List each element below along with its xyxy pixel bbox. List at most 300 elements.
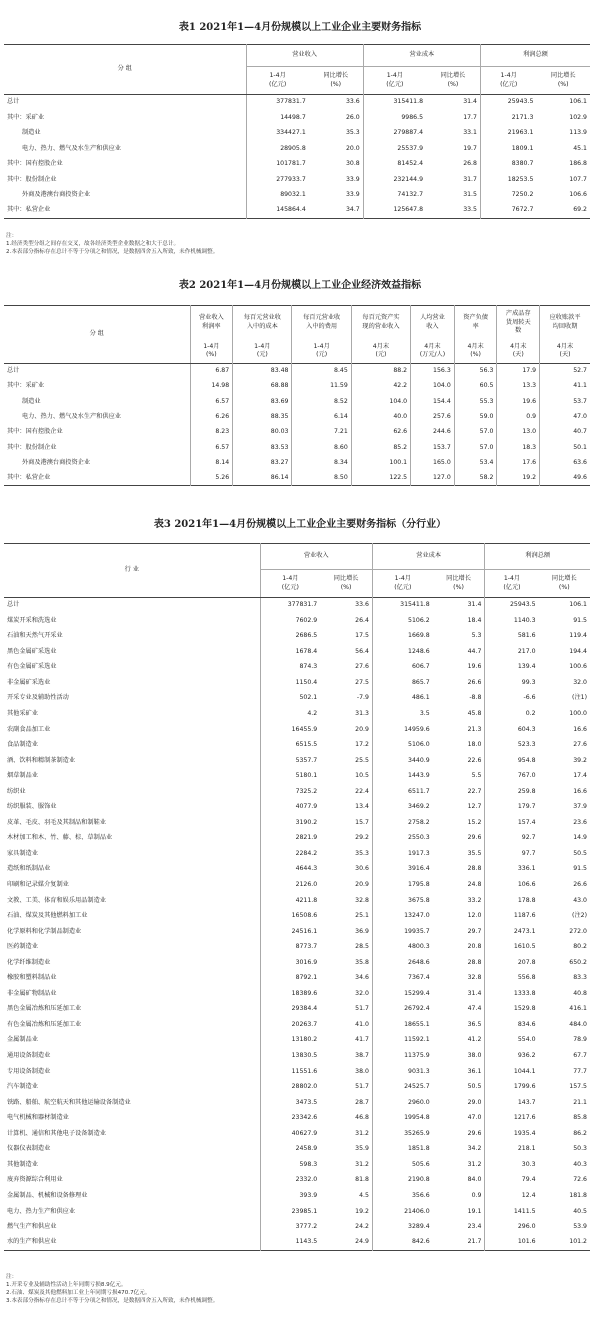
t3-cell: 31.4 (467, 989, 482, 997)
t3-cell: 31.2 (355, 1129, 369, 1137)
t3-row-label: 废弃资源综合利用业 (7, 1176, 63, 1184)
t3-cell: 1795.8 (372, 877, 432, 893)
t1-row-label: 其中：股份制企业 (7, 175, 57, 183)
t3-cell: 28802.0 (260, 1079, 320, 1095)
t3-cell: 2284.2 (260, 846, 320, 862)
t1-cell: 102.9 (569, 113, 587, 121)
t3-row-label: 石油和天然气开采业 (7, 632, 63, 640)
t3-cell: 502.1 (260, 691, 320, 707)
t3-cell: 505.6 (372, 1157, 432, 1173)
t3-cell: 35.3 (355, 849, 369, 857)
t3-cell: 12.7 (467, 803, 482, 811)
t1-cell: 30.8 (345, 160, 360, 168)
t3-cell: 157.4 (485, 815, 539, 831)
t3-cell: 18.4 (467, 616, 482, 624)
t3-cell: 31.2 (355, 1160, 369, 1168)
t3-note-line: 注： (6, 1274, 18, 1280)
t3-unit-header: 1-4月 (亿元) (372, 570, 432, 598)
t3-cell: 842.6 (372, 1235, 432, 1251)
t2-row-label: 其中：国有控股企业 (7, 428, 63, 436)
t2-cell: 50.1 (540, 440, 590, 455)
t1-cell: 33.9 (345, 191, 360, 199)
t3-cell: 41.2 (467, 1036, 482, 1044)
t1-cell: 31.4 (463, 98, 477, 106)
t3-cell: 30.6 (355, 865, 369, 873)
t3-cell: 28.8 (467, 865, 482, 873)
t1-cell: 145864.4 (246, 203, 309, 219)
t3-cell: 336.1 (485, 862, 539, 878)
table1-col-category: 分 组 (4, 45, 246, 95)
t1-cell: 81452.4 (363, 157, 426, 173)
t3-cell: 32.8 (355, 896, 369, 904)
t3-cell: 2960.0 (372, 1095, 432, 1111)
t3-cell: 4077.9 (260, 800, 320, 816)
t3-row-label: 开采专业及辅助性活动 (7, 694, 69, 702)
t3-cell: -7.9 (356, 694, 369, 702)
t3-row-label: 印刷和记录媒介复制业 (7, 881, 69, 889)
t3-cell: 20.8 (467, 943, 482, 951)
t3-row (4, 893, 590, 909)
t1-row-label: 其中：采矿业 (7, 113, 45, 121)
t3-cell: 17.4 (573, 772, 587, 780)
t3-row (4, 753, 590, 769)
t2-cell: 6.57 (190, 440, 233, 455)
t2-column-header: 每百元资产实 现的营业收入 (351, 306, 410, 340)
t3-cell: 45.8 (467, 710, 482, 717)
table3 (4, 543, 590, 1251)
t3-cell: 179.7 (485, 800, 539, 816)
t1-cell: 125647.8 (363, 203, 426, 219)
t3-cell: 25.1 (355, 912, 369, 920)
t3-row (4, 1126, 590, 1142)
t3-cell: 36.9 (355, 927, 369, 935)
t3-cell: 24.8 (467, 881, 482, 889)
t1-cell: 186.8 (569, 160, 587, 168)
t2-cell: 40.7 (540, 425, 590, 440)
t3-cell: -6.6 (485, 691, 539, 707)
t3-cell: 22.6 (467, 756, 482, 764)
t3-row-label: 其他制造业 (7, 1160, 38, 1168)
t2-cell: 17.6 (497, 455, 540, 470)
t2-cell: 57.0 (454, 425, 497, 440)
t3-row-label: 化学纤维制造业 (7, 958, 51, 966)
t3-row-label: 金属制品、机械和设备修理业 (7, 1191, 88, 1199)
t2-cell: 68.88 (233, 379, 292, 394)
t1-cell: 74132.7 (363, 188, 426, 204)
t2-row-label: 其中：私营企业 (7, 473, 51, 481)
t3-cell: 16.6 (573, 725, 587, 733)
t3-cell: 8773.7 (260, 940, 320, 956)
t2-cell: 0.9 (497, 409, 540, 424)
t3-cell: 15299.4 (372, 986, 432, 1002)
t2-cell: 8.60 (292, 440, 351, 455)
t3-cell: 2648.6 (372, 955, 432, 971)
t2-unit-header: 4月末 (万元/人) (411, 340, 455, 364)
t3-cell: 16455.9 (260, 722, 320, 738)
t3-cell: 37.9 (573, 803, 587, 811)
t2-row-label: 电力、热力、燃气及水生产和供应业 (22, 412, 121, 420)
t3-cell: 606.7 (372, 660, 432, 676)
t3-cell: 3469.2 (372, 800, 432, 816)
t3-row-label: 食品制造业 (7, 741, 38, 749)
t2-row-label: 外商及港澳台商投资企业 (22, 458, 91, 466)
table1-group-header: 利润总额 (480, 45, 590, 67)
t3-row (4, 877, 590, 893)
t3-cell: 207.8 (485, 955, 539, 971)
t3-row (4, 971, 590, 987)
t2-column-header: 每百元营业收 入中的费用 (292, 306, 351, 340)
t3-row (4, 1219, 590, 1235)
t3-cell: 21.3 (467, 725, 482, 733)
t3-row-label: 计算机、通信和其他电子设备制造业 (7, 1129, 106, 1137)
t3-cell: 554.0 (485, 1033, 539, 1049)
t3-cell: 194.4 (569, 647, 587, 655)
t3-cell: 18389.6 (260, 986, 320, 1002)
t3-cell: 80.2 (573, 943, 587, 951)
t3-cell: 106.1 (569, 601, 587, 609)
t3-cell: 650.2 (569, 958, 587, 966)
t3-cell: 2332.0 (260, 1173, 320, 1189)
t3-cell: 86.2 (573, 1129, 587, 1137)
t3-row-label: 烟草制品业 (7, 772, 38, 780)
t3-row (4, 815, 590, 831)
t3-row-label: 燃气生产和供应业 (7, 1223, 57, 1231)
t3-cell: 143.7 (485, 1095, 539, 1111)
t3-cell: 4211.8 (260, 893, 320, 909)
t3-cell: 1333.8 (485, 986, 539, 1002)
t3-row-label: 酒、饮料和精制茶制造业 (7, 756, 76, 764)
t1-row (4, 95, 590, 111)
t3-cell: 53.9 (573, 1223, 587, 1231)
t3-row (4, 924, 590, 940)
t3-cell: 77.7 (573, 1067, 587, 1075)
t3-cell: 51.7 (355, 1083, 369, 1091)
t3-cell: 181.8 (569, 1191, 587, 1199)
t3-cell: 85.8 (573, 1114, 587, 1122)
t3-row-label: 电力、热力生产和供应业 (7, 1207, 76, 1215)
t2-row-label: 总计 (7, 367, 20, 375)
t3-cell: 91.5 (573, 865, 587, 873)
t3-cell: 356.6 (372, 1188, 432, 1204)
t2-cell: 165.0 (411, 455, 455, 470)
t3-cell: 41.0 (355, 1020, 369, 1028)
t3-row-label: 通用设备制造业 (7, 1052, 51, 1060)
t1-cell: 107.7 (569, 175, 587, 183)
t3-cell: 27.6 (355, 663, 369, 671)
t3-cell: 139.4 (485, 660, 539, 676)
t3-row (4, 644, 590, 660)
t3-cell: 3.5 (372, 706, 432, 722)
t3-row-label: 煤炭开采和洗选业 (7, 616, 57, 624)
t1-cell: 21963.1 (480, 126, 536, 142)
t3-row (4, 706, 590, 722)
t3-cell: 13247.0 (372, 908, 432, 924)
t1-row-label: 电力、热力、燃气及水生产和供应业 (22, 144, 121, 152)
t3-cell: 78.9 (573, 1036, 587, 1044)
t1-cell: 20.0 (345, 144, 360, 152)
t2-cell: 83.27 (233, 455, 292, 470)
t3-unit-header: 1-4月 (亿元) (260, 570, 320, 598)
t2-row-label: 其中：股份制企业 (7, 443, 57, 451)
t3-cell: 35.9 (355, 1145, 369, 1153)
t1-cell: 26.0 (345, 113, 360, 121)
t1-unit-header: 1-4月 (亿元) (480, 67, 536, 95)
t2-row (4, 440, 590, 455)
t3-cell: 16508.6 (260, 908, 320, 924)
t1-cell: 7672.7 (480, 203, 536, 219)
t3-cell: 23985.1 (260, 1204, 320, 1220)
t2-cell: 244.6 (411, 425, 455, 440)
t2-unit-header: 1-4月 (元) (292, 340, 351, 364)
table3-col-category: 行 业 (4, 544, 260, 598)
t3-cell: 5106.0 (372, 737, 432, 753)
t1-cell: 33.6 (345, 98, 360, 106)
t3-row (4, 1188, 590, 1204)
t1-cell: 33.9 (345, 175, 360, 183)
t3-cell: 46.8 (355, 1114, 369, 1122)
t3-row (4, 1033, 590, 1049)
t3-cell: 29.7 (467, 927, 482, 935)
t3-cell: 5106.2 (372, 613, 432, 629)
t3-cell: 2550.3 (372, 831, 432, 847)
t3-row (4, 1111, 590, 1127)
t3-cell: 72.6 (573, 1176, 587, 1184)
t3-cell: 1935.4 (485, 1126, 539, 1142)
t3-cell: 4800.3 (372, 940, 432, 956)
t3-note-line: 2.石油、煤炭及其他燃料加工业上年同期亏损470.7亿元。 (6, 1290, 151, 1297)
t1-row (4, 172, 590, 188)
t3-cell: 218.1 (485, 1142, 539, 1158)
t2-row-label: 其中：采矿业 (7, 382, 45, 390)
t1-cell: 89032.1 (246, 188, 309, 204)
t1-cell: 377831.7 (246, 95, 309, 111)
t3-cell: 97.7 (485, 846, 539, 862)
t3-row-label: 黑色金属冶炼和压延加工业 (7, 1005, 82, 1013)
t2-cell: 8.52 (292, 394, 351, 409)
t3-cell: 1917.3 (372, 846, 432, 862)
t3-cell: 38.0 (467, 1052, 482, 1060)
t3-cell: 22.7 (467, 787, 482, 795)
t3-row (4, 846, 590, 862)
t3-cell: 1187.6 (485, 908, 539, 924)
t2-row (4, 394, 590, 409)
t3-cell: 13180.2 (260, 1033, 320, 1049)
t1-cell: 7250.2 (480, 188, 536, 204)
t2-cell: 88.2 (351, 364, 410, 379)
t1-cell: 31.5 (463, 191, 477, 199)
t3-cell: 28.8 (467, 958, 482, 966)
t3-cell: 1669.8 (372, 629, 432, 645)
t3-cell: 32.8 (467, 974, 482, 982)
t3-row-label: 造纸和纸制品业 (7, 865, 51, 873)
t3-cell: 38.7 (355, 1052, 369, 1060)
t3-cell: 91.5 (573, 616, 587, 624)
t2-column-header: 每百元营业收 入中的成本 (233, 306, 292, 340)
table3-group-header: 利润总额 (485, 544, 590, 570)
t1-cell: 113.9 (569, 129, 587, 137)
t3-cell: 0.2 (485, 706, 539, 722)
t3-cell: 23342.6 (260, 1111, 320, 1127)
t3-row (4, 1017, 590, 1033)
t2-cell: 53.4 (454, 455, 497, 470)
t2-cell: 88.35 (233, 409, 292, 424)
t2-cell: 62.6 (351, 425, 410, 440)
t1-cell: 26.8 (463, 160, 477, 168)
t3-cell: 954.8 (485, 753, 539, 769)
t3-unit-header: 同比增长 (%) (551, 575, 577, 591)
t3-cell: 598.3 (260, 1157, 320, 1173)
t3-cell: 16.6 (573, 787, 587, 795)
t3-cell: 100.6 (569, 663, 587, 671)
t3-row (4, 1235, 590, 1251)
t3-cell: 33.2 (467, 896, 482, 904)
t1-cell: 35.3 (345, 129, 360, 137)
t3-row-label: 专用设备制造业 (7, 1067, 51, 1075)
t3-cell: (注1) (572, 694, 587, 702)
t3-row-label: 汽车制造业 (7, 1083, 38, 1091)
t3-cell: 865.7 (372, 675, 432, 691)
t1-cell: 2171.3 (480, 110, 536, 126)
t1-cell: 101781.7 (246, 157, 309, 173)
t3-cell: 18.0 (467, 741, 482, 749)
t3-cell: 24.2 (355, 1223, 369, 1231)
t3-row (4, 1173, 590, 1189)
t3-row-label: 石油、煤炭及其他燃料加工业 (7, 912, 88, 920)
t3-cell: 30.3 (485, 1157, 539, 1173)
t3-cell: 14.9 (573, 834, 587, 842)
t3-cell: 24.9 (355, 1238, 369, 1246)
t3-cell: 178.8 (485, 893, 539, 909)
t3-cell: 33.6 (355, 601, 369, 609)
t3-cell: 315411.8 (372, 598, 432, 614)
t3-cell: 2190.8 (372, 1173, 432, 1189)
t2-cell: 127.0 (411, 471, 455, 486)
t1-cell: 33.1 (463, 129, 477, 137)
t3-cell: 29.2 (355, 834, 369, 842)
t2-cell: 156.3 (411, 364, 455, 379)
t2-cell: 56.3 (454, 364, 497, 379)
t3-cell: 17.2 (355, 741, 369, 749)
t3-cell: 40627.9 (260, 1126, 320, 1142)
t2-cell: 14.98 (190, 379, 233, 394)
t3-cell: 5180.1 (260, 769, 320, 785)
t3-cell: 1248.6 (372, 644, 432, 660)
t3-cell: 15.7 (355, 818, 369, 826)
t1-unit-header: 同比增长 (%) (440, 72, 466, 88)
t2-cell: 47.0 (540, 409, 590, 424)
t3-cell: 40.8 (573, 989, 587, 997)
t3-cell: 32.0 (355, 989, 369, 997)
t3-cell: 604.3 (485, 722, 539, 738)
t3-cell: 44.7 (467, 647, 482, 655)
t2-cell: 83.48 (233, 364, 292, 379)
t3-row-label: 橡胶和塑料制品业 (7, 974, 57, 982)
t3-row (4, 737, 590, 753)
t2-cell: 85.2 (351, 440, 410, 455)
t2-cell: 122.5 (351, 471, 410, 486)
t1-row-label: 其中：私营企业 (7, 206, 51, 214)
t3-cell: 9031.3 (372, 1064, 432, 1080)
t1-note-line: 注： (6, 233, 18, 239)
t2-cell: 8.34 (292, 455, 351, 470)
t1-cell: 106.6 (569, 191, 587, 199)
t3-cell: 18655.1 (372, 1017, 432, 1033)
t3-cell: 101.6 (485, 1235, 539, 1251)
t3-cell: 84.0 (467, 1176, 482, 1184)
t3-cell: 26.6 (573, 881, 587, 889)
t3-cell: 35265.9 (372, 1126, 432, 1142)
t3-cell: 5357.7 (260, 753, 320, 769)
t3-cell: 1529.8 (485, 1002, 539, 1018)
t2-cell: 83.69 (233, 394, 292, 409)
t3-row (4, 784, 590, 800)
t3-cell: 19954.8 (372, 1111, 432, 1127)
t2-column-header: 应收账款平 均回收期 (540, 306, 590, 340)
t3-unit-header: 同比增长 (%) (333, 575, 359, 591)
t2-cell: 6.87 (190, 364, 233, 379)
t1-row-label: 其中：国有控股企业 (7, 160, 63, 168)
t2-cell: 49.6 (540, 471, 590, 486)
t3-row-label: 木材加工和木、竹、藤、棕、草制品业 (7, 834, 113, 842)
t3-row-label: 农副食品加工业 (7, 725, 51, 733)
t3-row-label: 非金属矿采选业 (7, 678, 51, 686)
t3-cell: 3777.2 (260, 1219, 320, 1235)
table3-group-header: 营业收入 (260, 544, 372, 570)
t2-row (4, 379, 590, 394)
t3-cell: 6511.7 (372, 784, 432, 800)
t3-cell: 13830.5 (260, 1048, 320, 1064)
t1-row-label: 总计 (7, 98, 20, 106)
t1-row (4, 203, 590, 219)
t2-row (4, 471, 590, 486)
t1-cell: 25537.9 (363, 141, 426, 157)
t3-cell: 31.3 (355, 710, 369, 717)
t1-row (4, 157, 590, 173)
t2-unit-header: 4月末 (元) (351, 340, 410, 364)
t3-cell: 3675.8 (372, 893, 432, 909)
t2-cell: 42.2 (351, 379, 410, 394)
t3-cell: 27.6 (573, 741, 587, 749)
t2-cell: 19.2 (497, 471, 540, 486)
t3-row (4, 986, 590, 1002)
t2-row (4, 364, 590, 379)
t2-cell: 83.53 (233, 440, 292, 455)
t3-row-label: 非金属矿物制品业 (7, 989, 57, 997)
t3-cell: 26.4 (355, 616, 369, 624)
t1-cell: 9986.5 (363, 110, 426, 126)
t3-cell: 19.6 (467, 663, 482, 671)
t2-cell: 18.3 (497, 440, 540, 455)
t1-cell: 334427.1 (246, 126, 309, 142)
t3-cell: 23.4 (467, 1223, 482, 1231)
t3-row-label: 化学原料和化学制品制造业 (7, 927, 82, 935)
t2-cell: 52.7 (540, 364, 590, 379)
t2-cell: 257.6 (411, 409, 455, 424)
t3-row-label: 仪器仪表制造业 (7, 1145, 51, 1153)
t3-row-label: 黑色金属矿采选业 (7, 647, 57, 655)
t3-cell: 157.5 (569, 1083, 587, 1091)
t3-cell: 56.4 (355, 647, 369, 655)
t3-cell: 28.5 (355, 943, 369, 951)
t2-cell: 41.1 (540, 379, 590, 394)
t3-cell: 2686.5 (260, 629, 320, 645)
t3-cell: 1610.5 (485, 940, 539, 956)
t2-column-header: 人均营业 收入 (411, 306, 455, 340)
t3-cell: 119.4 (569, 632, 587, 640)
t3-row-label: 纺织服装、服饰业 (7, 803, 57, 811)
table3-title: 表3 2021年1—4月份规模以上工业企业主要财务指标（分行业） (153, 519, 447, 530)
t3-cell: 5.5 (471, 772, 482, 780)
